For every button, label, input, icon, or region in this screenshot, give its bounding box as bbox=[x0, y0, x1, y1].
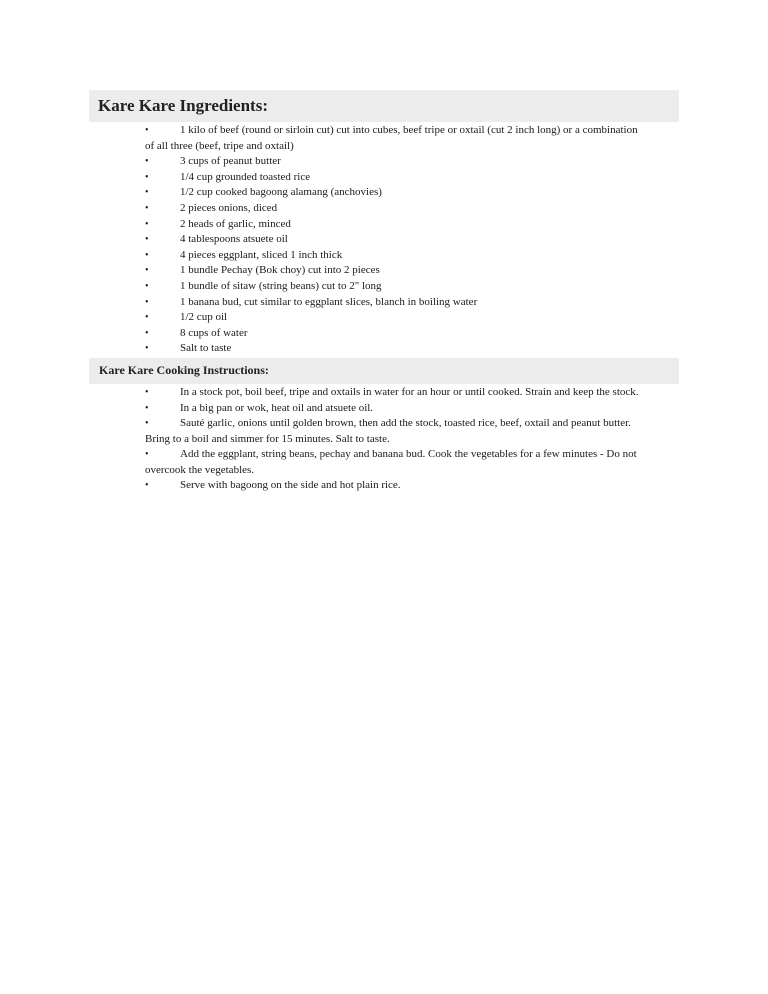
bullet-icon: • bbox=[145, 218, 149, 230]
ingredient-item bbox=[145, 248, 679, 264]
instruction-step-text: Serve with bagoong on the side and hot plain rice. bbox=[180, 479, 401, 492]
ingredient-item-text: 1/2 cup oil bbox=[180, 311, 228, 324]
ingredient-item bbox=[145, 341, 679, 357]
ingredient-item-text: 4 tablespoons atsuete oil bbox=[180, 233, 288, 246]
bullet-icon: • bbox=[145, 249, 149, 261]
bullet-icon: • bbox=[145, 327, 149, 339]
bullet-icon: • bbox=[145, 402, 149, 414]
instruction-step-text: Add the eggplant, string beans, pechay and banana bud. Cook the vegetables for a few minutes - Do not overcook the vegetables. bbox=[145, 448, 637, 476]
ingredient-item-text: 1 kilo of beef (round or sirloin cut) cut into cubes, beef tripe or oxtail (cut 2 inch long) or a combination of all three (beef, tripe and oxtail) bbox=[145, 124, 638, 152]
ingredient-item bbox=[145, 217, 679, 233]
ingredient-item bbox=[145, 201, 679, 217]
ingredient-item bbox=[145, 263, 679, 279]
ingredients-list bbox=[89, 122, 679, 357]
instructions-heading: Kare Kare Cooking Instructions: bbox=[89, 358, 679, 384]
bullet-icon: • bbox=[145, 343, 149, 355]
instruction-step bbox=[145, 447, 679, 478]
ingredient-item-text: 1/2 cup cooked bagoong alamang (anchovies) bbox=[180, 186, 382, 199]
bullet-icon: • bbox=[145, 480, 149, 492]
bullet-icon: • bbox=[145, 312, 149, 324]
ingredient-item bbox=[145, 295, 679, 311]
instruction-step-text: In a big pan or wok, heat oil and atsuete oil. bbox=[180, 401, 374, 414]
ingredient-item bbox=[145, 310, 679, 326]
instruction-step bbox=[145, 478, 679, 494]
bullet-icon: • bbox=[145, 418, 149, 430]
ingredient-item bbox=[145, 326, 679, 342]
ingredient-item bbox=[145, 279, 679, 295]
ingredient-item-text: 1 bundle of sitaw (string beans) cut to 2" long bbox=[180, 279, 382, 292]
ingredients-heading: Kare Kare Ingredients: bbox=[89, 90, 679, 122]
ingredient-item-text: 2 heads of garlic, minced bbox=[180, 217, 291, 230]
ingredient-item bbox=[145, 154, 679, 170]
ingredient-item bbox=[145, 185, 679, 201]
bullet-icon: • bbox=[145, 234, 149, 246]
bullet-icon: • bbox=[145, 187, 149, 199]
bullet-icon: • bbox=[145, 202, 149, 214]
bullet-icon: • bbox=[145, 296, 149, 308]
bullet-icon: • bbox=[145, 125, 149, 136]
instruction-step-text: Sauté garlic, onions until golden brown, then add the stock, toasted rice, beef, oxtail and peanut butter. Bring to a boil and simmer for 15 minutes. Salt to taste. bbox=[145, 417, 631, 445]
ingredient-item-text: 3 cups of peanut butter bbox=[180, 155, 281, 168]
ingredient-item-text: 2 pieces onions, diced bbox=[180, 201, 278, 214]
recipe-document bbox=[89, 90, 679, 494]
bullet-icon: • bbox=[145, 449, 149, 461]
instructions-list bbox=[89, 384, 679, 494]
bullet-icon: • bbox=[145, 386, 149, 398]
instruction-step bbox=[145, 401, 679, 417]
ingredient-item bbox=[145, 170, 679, 186]
instruction-step bbox=[145, 416, 679, 447]
ingredient-item-text: Salt to taste bbox=[180, 342, 232, 355]
ingredient-item-text: 1/4 cup grounded toasted rice bbox=[180, 170, 311, 183]
bullet-icon: • bbox=[145, 156, 149, 168]
bullet-icon: • bbox=[145, 280, 149, 292]
bullet-icon: • bbox=[145, 171, 149, 183]
instruction-step bbox=[145, 385, 679, 401]
ingredient-item bbox=[145, 123, 679, 154]
ingredient-item-text: 8 cups of water bbox=[180, 326, 248, 339]
ingredient-item-text: 4 pieces eggplant, sliced 1 inch thick bbox=[180, 248, 343, 261]
ingredient-item bbox=[145, 232, 679, 248]
bullet-icon: • bbox=[145, 265, 149, 277]
ingredient-item-text: 1 banana bud, cut similar to eggplant slices, blanch in boiling water bbox=[180, 295, 478, 308]
instruction-step-text: In a stock pot, boil beef, tripe and oxtails in water for an hour or until cooked. Strain and keep the stock. bbox=[180, 385, 639, 398]
ingredient-item-text: 1 bundle Pechay (Bok choy) cut into 2 pieces bbox=[180, 264, 380, 277]
